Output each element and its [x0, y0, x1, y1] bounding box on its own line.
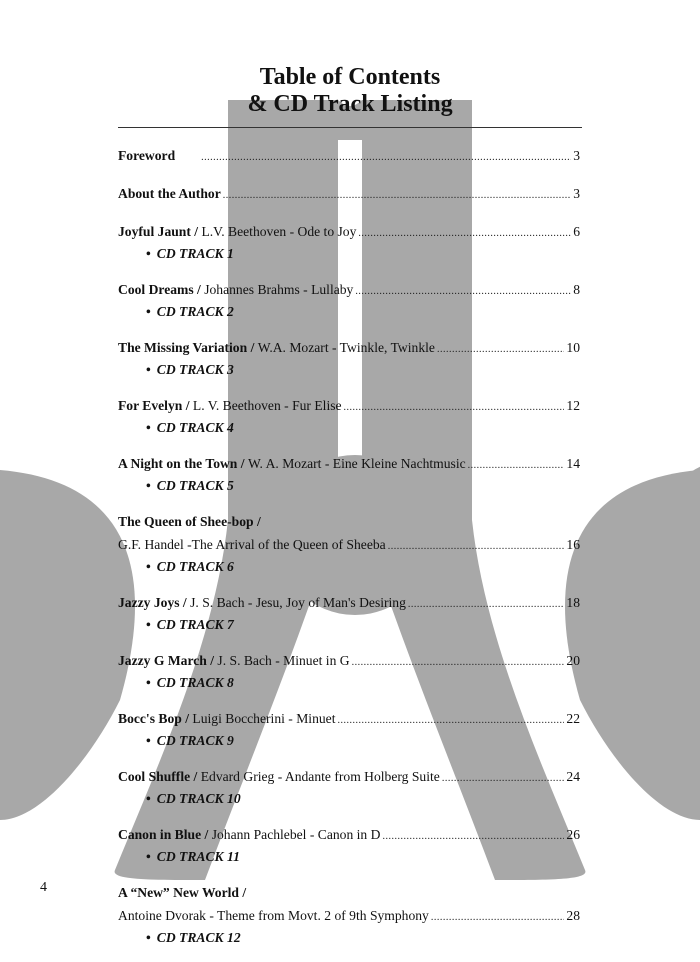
- toc-page-number: 6: [573, 224, 580, 239]
- dot-leader: [344, 396, 565, 419]
- cd-track-label: • CD TRACK 3: [146, 362, 234, 377]
- bullet-icon: •: [146, 930, 151, 945]
- toc-title: Joyful Jaunt /: [118, 224, 199, 239]
- toc-entry-cool-dreams: [118, 278, 580, 323]
- dot-leader: [408, 593, 565, 616]
- toc-entry-about-author: [118, 182, 580, 207]
- toc-entry-for-evelyn: [118, 394, 580, 439]
- toc-page-number: 16: [566, 537, 580, 552]
- toc-page-number: 10: [566, 340, 580, 355]
- toc-title: For Evelyn /: [118, 398, 190, 413]
- bullet-icon: •: [146, 559, 151, 574]
- toc-entry-boccs-bop: [118, 707, 580, 752]
- bullet-icon: •: [146, 849, 151, 864]
- title-divider: [118, 127, 582, 128]
- toc-entry-jazzy-g-march: [118, 649, 580, 694]
- toc-page-number: 14: [566, 456, 580, 471]
- toc-detail: J. S. Bach - Minuet in G: [217, 653, 350, 668]
- toc-detail: L. V. Beethoven - Fur Elise: [192, 398, 342, 413]
- dot-leader: [437, 338, 564, 361]
- toc-detail: Edvard Grieg - Andante from Holberg Suite: [200, 769, 440, 784]
- toc-detail: J. S. Bach - Jesu, Joy of Man's Desiring: [190, 595, 406, 610]
- toc-title: Jazzy G March /: [118, 653, 215, 668]
- toc-page-number: 12: [566, 398, 580, 413]
- toc-line: [118, 510, 580, 533]
- bullet-icon: •: [146, 420, 151, 435]
- bullet-icon: •: [146, 304, 151, 319]
- cd-track-label: • CD TRACK 11: [146, 849, 240, 864]
- toc-title: Cool Shuffle /: [118, 769, 198, 784]
- toc-title: A Night on the Town /: [118, 456, 245, 471]
- bullet-icon: •: [146, 478, 151, 493]
- toc-title: Foreword: [118, 148, 176, 163]
- page-number: 4: [40, 880, 47, 895]
- toc-page-number: 8: [573, 282, 580, 297]
- toc-title: Jazzy Joys /: [118, 595, 187, 610]
- table-of-contents: [118, 144, 580, 962]
- cd-track-label: • CD TRACK 7: [146, 617, 234, 632]
- toc-entry-new-new-world: [118, 881, 580, 949]
- toc-page-number: 3: [573, 148, 580, 163]
- toc-page-number: 28: [566, 908, 580, 923]
- dot-leader: [352, 651, 565, 674]
- dot-leader: [223, 184, 571, 207]
- toc-page-number: 20: [566, 653, 580, 668]
- toc-page-number: 22: [566, 711, 580, 726]
- toc-detail: Luigi Boccherini - Minuet: [192, 711, 336, 726]
- bullet-icon: •: [146, 617, 151, 632]
- toc-title: A “New” New World /: [118, 885, 247, 900]
- toc-entry-missing-variation: [118, 336, 580, 381]
- toc-title: Bocc's Bop /: [118, 711, 189, 726]
- bullet-icon: •: [146, 733, 151, 748]
- toc-title: The Queen of Shee-bop /: [118, 514, 261, 529]
- toc-page-number: 26: [566, 827, 580, 842]
- toc-line: [118, 881, 580, 904]
- cd-track-label: • CD TRACK 10: [146, 791, 241, 806]
- toc-detail: Antoine Dvorak - Theme from Movt. 2 of 9th Symphony: [118, 908, 429, 923]
- toc-detail: Johannes Brahms - Lullaby: [204, 282, 354, 297]
- dot-leader: [201, 146, 571, 169]
- cd-track-label: • CD TRACK 8: [146, 675, 234, 690]
- page-title-line-2: & CD Track Listing: [247, 91, 453, 117]
- toc-entry-cool-shuffle: [118, 765, 580, 810]
- cd-track-label: • CD TRACK 6: [146, 559, 234, 574]
- toc-line: [118, 144, 580, 169]
- toc-detail: L.V. Beethoven - Ode to Joy: [201, 224, 357, 239]
- bullet-icon: •: [146, 791, 151, 806]
- toc-entry-queen-of-shee-bop: [118, 510, 580, 578]
- bullet-icon: •: [146, 362, 151, 377]
- dot-leader: [388, 535, 565, 558]
- toc-title: The Missing Variation /: [118, 340, 255, 355]
- dot-leader: [338, 709, 565, 732]
- page-title-line-1: Table of Contents: [259, 64, 441, 90]
- dot-leader: [355, 280, 571, 303]
- dot-leader: [431, 906, 565, 929]
- toc-page-number: 3: [573, 186, 580, 201]
- cd-track-label: • CD TRACK 2: [146, 304, 234, 319]
- toc-title: About the Author: [118, 186, 221, 201]
- toc-title: Canon in Blue /: [118, 827, 209, 842]
- cd-track-label: • CD TRACK 5: [146, 478, 234, 493]
- toc-entry-jazzy-joys: [118, 591, 580, 636]
- dot-leader: [358, 222, 571, 245]
- toc-title: Cool Dreams /: [118, 282, 201, 297]
- toc-page-number: 18: [566, 595, 580, 610]
- toc-line: [118, 182, 580, 207]
- dot-leader: [442, 767, 565, 790]
- toc-entry-joyful-jaunt: [118, 220, 580, 265]
- cd-track-label: • CD TRACK 1: [146, 246, 234, 261]
- bullet-icon: •: [146, 675, 151, 690]
- toc-detail: W. A. Mozart - Eine Kleine Nachtmusic: [247, 456, 466, 471]
- toc-entry-foreword: [118, 144, 580, 169]
- toc-entry-canon-in-blue: [118, 823, 580, 868]
- dot-leader: [468, 454, 565, 477]
- cd-track-label: • CD TRACK 12: [146, 930, 241, 945]
- bullet-icon: •: [146, 246, 151, 261]
- toc-page-number: 24: [566, 769, 580, 784]
- dot-leader: [382, 825, 564, 848]
- toc-detail: Johann Pachlebel - Canon in D: [211, 827, 381, 842]
- toc-entry-night-on-the-town: [118, 452, 580, 497]
- cd-track-label: • CD TRACK 4: [146, 420, 234, 435]
- toc-detail: G.F. Handel -The Arrival of the Queen of Sheeba: [118, 537, 386, 552]
- cd-track-label: • CD TRACK 9: [146, 733, 234, 748]
- toc-detail: W.A. Mozart - Twinkle, Twinkle: [257, 340, 435, 355]
